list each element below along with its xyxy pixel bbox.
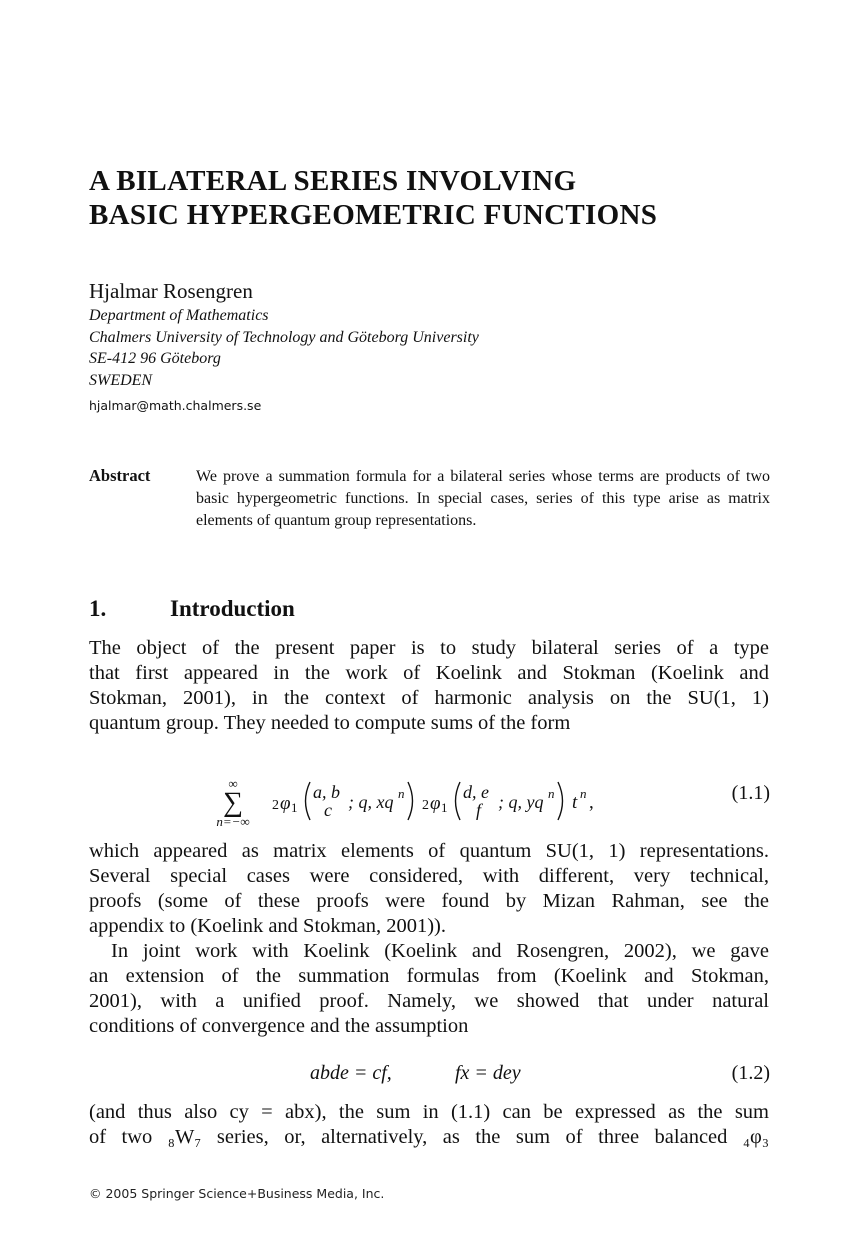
copyright-footer: © 2005 Springer Science+Business Media, Inc. — [89, 1186, 385, 1201]
affiliation-line: SWEDEN — [89, 371, 153, 389]
svg-text:2: 2 — [422, 798, 429, 813]
svg-text:1: 1 — [441, 800, 448, 815]
affiliation-line: SE-412 96 Göteborg — [89, 350, 221, 367]
affiliation-line: Department of Mathematics — [89, 307, 269, 324]
svg-text:,: , — [589, 792, 594, 813]
intro-paragraph-2 — [89, 839, 769, 1039]
equation-1-2-left: abde = cf, — [310, 1062, 392, 1084]
affiliation-line: Chalmers University of Technology and Göteborg University — [89, 328, 479, 346]
svg-text:n: n — [398, 786, 405, 801]
author-name: Hjalmar Rosengren — [89, 279, 253, 303]
author-email: hjalmar@math.chalmers.se — [89, 398, 262, 413]
text-line: In joint work with Koelink (Koelink and Rosengren, 2002), we gave — [111, 940, 769, 962]
svg-text:a, b: a, b — [313, 782, 340, 802]
svg-text:∞: ∞ — [228, 776, 238, 791]
text-line: appendix to (Koelink and Stokman, 2001)). — [89, 915, 446, 937]
equation-1-1-formula — [200, 776, 700, 826]
equation-number: (1.2) — [731, 1062, 770, 1084]
abstract-label: Abstract — [89, 466, 151, 485]
section-title: Introduction — [170, 596, 295, 621]
text-line: quantum group. They needed to compute sums of the form — [89, 712, 571, 734]
title-line-1: A BILATERAL SERIES INVOLVING — [89, 165, 577, 197]
svg-text:f: f — [476, 800, 482, 820]
svg-text:n: n — [548, 786, 555, 801]
equation-1-1 — [200, 776, 770, 826]
svg-text:∑: ∑ — [223, 787, 243, 818]
svg-text:c: c — [324, 800, 332, 820]
text-line: The object of the present paper is to study bilateral series of a type — [89, 637, 769, 659]
text-line: an extension of the summation formulas from (Koelink and Stokman, — [89, 965, 769, 987]
svg-text:φ: φ — [280, 793, 291, 814]
text-line: which appeared as matrix elements of quantum SU(1, 1) representations. — [89, 840, 769, 862]
text-line: that first appeared in the work of Koelink and Stokman (Koelink and — [89, 662, 769, 684]
equation-1-2-right: fx = dey — [455, 1062, 521, 1084]
section-number: 1. — [89, 596, 107, 621]
svg-text:φ: φ — [430, 793, 441, 814]
paper-title — [89, 164, 789, 232]
text-line: (and thus also cy = abx), the sum in (1.1) can be expressed as the sum — [89, 1101, 769, 1123]
svg-text:2: 2 — [272, 798, 279, 813]
text-line: of two ₈W₇ series, or, alternatively, as the sum of three balanced ₄φ₃ — [89, 1126, 769, 1148]
abstract-text: We prove a summation formula for a bilateral series whose terms are products of two basic hypergeometric functions. In special cases, series of this type arise as matrix elements of quantum group representations. — [196, 468, 770, 529]
text-line: 2001), with a unified proof. Namely, we showed that under natural — [89, 990, 769, 1012]
svg-text:1: 1 — [291, 800, 298, 815]
title-line-2: BASIC HYPERGEOMETRIC FUNCTIONS — [89, 199, 658, 231]
svg-text:n=−∞: n=−∞ — [216, 814, 250, 826]
svg-text:n: n — [580, 786, 587, 801]
svg-text:d, e: d, e — [463, 782, 489, 802]
svg-text:; q, xq: ; q, xq — [348, 792, 394, 812]
svg-text:; q, yq: ; q, yq — [498, 792, 544, 812]
text-line: Stokman, 2001), in the context of harmonic analysis on the SU(1, 1) — [89, 687, 769, 709]
svg-text:t: t — [572, 792, 578, 813]
text-line: Several special cases were considered, with different, very technical, — [89, 865, 769, 887]
text-line: conditions of convergence and the assumption — [89, 1015, 469, 1037]
intro-paragraph-3 — [89, 1100, 769, 1150]
text-line: proofs (some of these proofs were found by Mizan Rahman, see the — [89, 890, 769, 912]
equation-number: (1.1) — [731, 782, 770, 804]
author-affiliation — [89, 305, 479, 391]
intro-paragraph-1 — [89, 636, 769, 736]
